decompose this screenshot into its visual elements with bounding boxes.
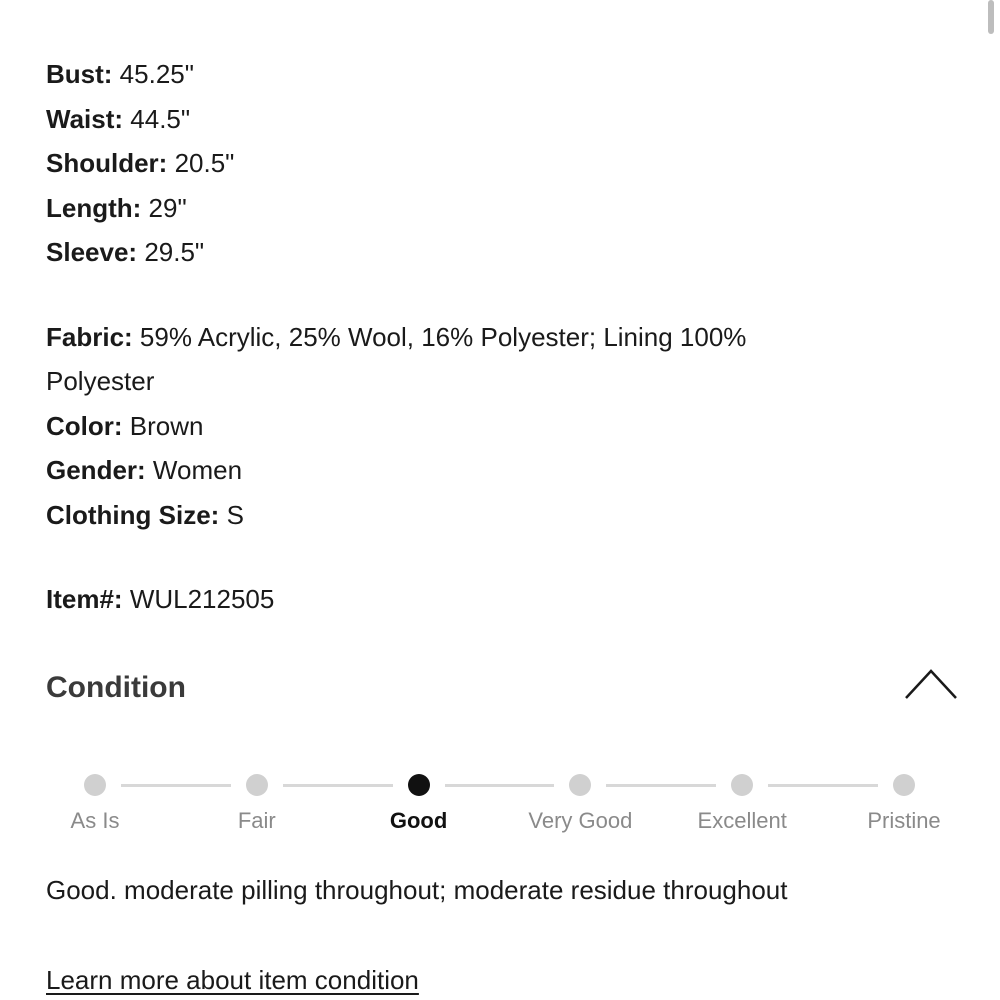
product-details (46, 52, 956, 622)
spec-sleeve (46, 230, 956, 275)
spec-clothing-size (46, 493, 956, 538)
scale-track-segment (606, 784, 716, 787)
scale-label-fair: Fair (237, 808, 276, 833)
chevron-up-icon[interactable] (904, 666, 958, 702)
spec-waist (46, 97, 956, 142)
spec-value: 29.5" (144, 237, 205, 267)
scale-label-excellent: Excellent (697, 808, 787, 833)
spec-gender (46, 448, 956, 493)
spec-value: 44.5" (130, 103, 191, 134)
scale-dot-as-is (84, 774, 106, 796)
spec-value: 20.5" (174, 148, 235, 178)
scale-track-segment (121, 784, 231, 787)
spec-item-number (46, 577, 956, 622)
spec-label: Waist: (46, 103, 124, 134)
spec-value: Brown (129, 410, 204, 441)
spec-fabric (46, 315, 846, 404)
scale-track-segment (768, 784, 878, 787)
spec-value: 59% Acrylic, 25% Wool, 16% Polyester; Lining 100% Polyester (46, 321, 747, 396)
spec-value: 45.25" (119, 59, 194, 89)
scale-track-segment (283, 784, 393, 787)
scale-dot-good (408, 774, 430, 796)
scale-dot-very-good (569, 774, 591, 796)
spec-color (46, 404, 956, 449)
spec-value: WUL212505 (129, 584, 275, 614)
condition-title: Condition (46, 671, 186, 704)
spec-length (46, 186, 956, 231)
spec-label: Bust: (46, 59, 113, 89)
scale-label-very-good: Very Good (528, 808, 633, 833)
spec-label: Fabric: (46, 321, 133, 352)
scale-track-segment (445, 784, 555, 787)
condition-description: Good. moderate pilling throughout; moderate residue throughout (46, 875, 788, 905)
spec-bust (46, 52, 956, 97)
spec-value: Women (152, 455, 243, 485)
spec-label: Shoulder: (46, 148, 168, 178)
learn-more-condition-link[interactable]: Learn more about item condition (46, 965, 419, 995)
spec-shoulder (46, 141, 956, 186)
spec-label: Sleeve: (46, 237, 138, 267)
scale-label-pristine: Pristine (867, 808, 941, 833)
spec-label: Length: (46, 192, 142, 223)
scale-dot-excellent (731, 774, 753, 796)
scale-label-as-is: As Is (70, 808, 120, 833)
scrollbar-thumb[interactable] (988, 0, 994, 34)
spec-label: Item#: (46, 584, 123, 614)
condition-section-header[interactable] (46, 666, 958, 710)
spec-value: S (226, 499, 244, 530)
spec-label: Color: (46, 410, 123, 441)
spec-value: 29" (148, 192, 187, 223)
scale-dot-fair (246, 774, 268, 796)
scale-label-good: Good (389, 808, 448, 833)
spec-label: Clothing Size: (46, 499, 220, 530)
spec-label: Gender: (46, 455, 146, 485)
condition-scale (0, 768, 1000, 838)
scale-dot-pristine (893, 774, 915, 796)
